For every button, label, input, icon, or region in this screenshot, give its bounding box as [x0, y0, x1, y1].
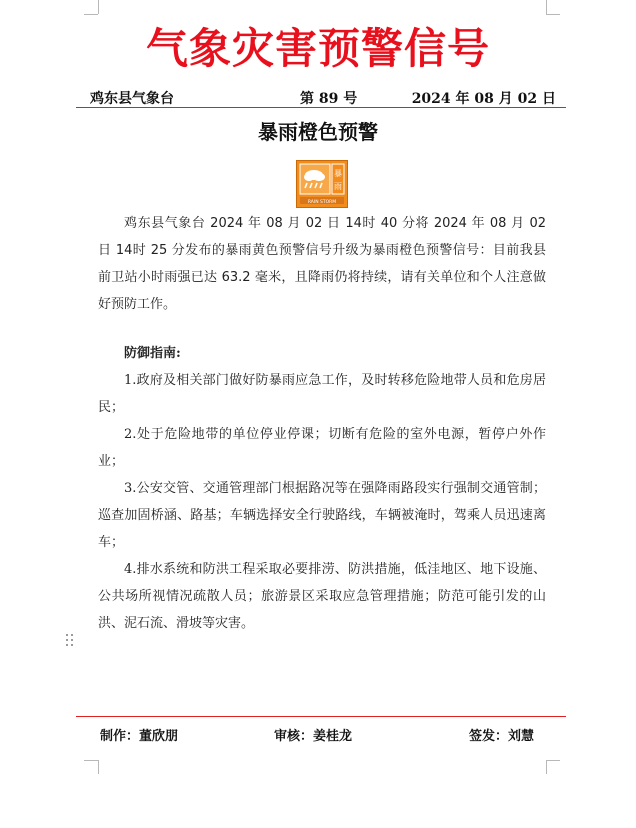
table-move-handle[interactable]: [66, 634, 76, 650]
maker-signature: 制作：董欣朋: [100, 729, 179, 744]
reviewer-signature: 审核：姜桂龙: [274, 729, 353, 744]
footer-red-rule: [76, 716, 566, 717]
issue-meta-row: [90, 88, 556, 108]
rainstorm-icon-graphic: [297, 161, 347, 207]
defense-guide: [98, 340, 546, 637]
crop-mark-top-left-v: [98, 0, 99, 14]
issuer-name: 鸡东县气象台: [90, 91, 174, 107]
guide-item: 1.政府及相关部门做好防暴雨应急工作，及时转移危险地带人员和危房居民；: [98, 373, 546, 415]
crop-mark-top-left-h: [84, 14, 98, 15]
icon-char-2: 雨: [334, 182, 342, 191]
guide-heading: 防御指南:: [124, 346, 181, 361]
document-title: 暴雨橙色预警: [258, 120, 378, 144]
crop-mark-bottom-right-h: [546, 760, 560, 761]
icon-caption: RAIN STORM: [307, 200, 337, 205]
rainstorm-orange-warning-icon: [296, 160, 348, 208]
header-red-rule: [76, 107, 566, 108]
guide-item: 3.公安交管、交通管理部门根据路况等在强降雨路段实行强制交通管制；巡查加固桥涵、路基；车辆选择安全行驶路线，车辆被淹时，驾乘人员迅速离车；: [98, 481, 546, 550]
signer-signature: 签发：刘慧: [468, 729, 534, 744]
icon-char-1: 暴: [334, 169, 342, 178]
signature-row: [100, 725, 540, 745]
crop-mark-top-right-h: [546, 14, 560, 15]
guide-item: 2.处于危险地带的单位停业停课；切断有危险的室外电源，暂停户外作业；: [98, 427, 546, 469]
crop-mark-top-right-v: [546, 0, 547, 14]
warning-body: [98, 210, 546, 318]
warning-signal-banner-title: 气象灾害预警信号: [145, 24, 490, 73]
issue-date: 2024 年 08 月 02 日: [411, 91, 556, 107]
issue-number: 第 89 号: [300, 91, 358, 107]
crop-mark-bottom-left-h: [84, 760, 98, 761]
guide-item: 4.排水系统和防洪工程采取必要排涝、防洪措施，低洼地区、地下设施、公共场所视情况疏散人员；旅游景区采取应急管理措施；防范可能引发的山洪、泥石流、滑坡等灾害。: [98, 562, 546, 631]
crop-mark-bottom-left-v: [98, 760, 99, 774]
crop-mark-bottom-right-v: [546, 760, 547, 774]
warning-paragraph: 鸡东县气象台 2024 年 08 月 02 日 14时 40 分将 2024 年 08 月 02 日 14时 25 分发布的暴雨黄色预警信号升级为暴雨橙色预警信号：目前我县前卫站小时雨强已达 63.2 毫米，且降雨仍将持续，请有关单位和个人注意做好预防工作。: [98, 216, 546, 312]
